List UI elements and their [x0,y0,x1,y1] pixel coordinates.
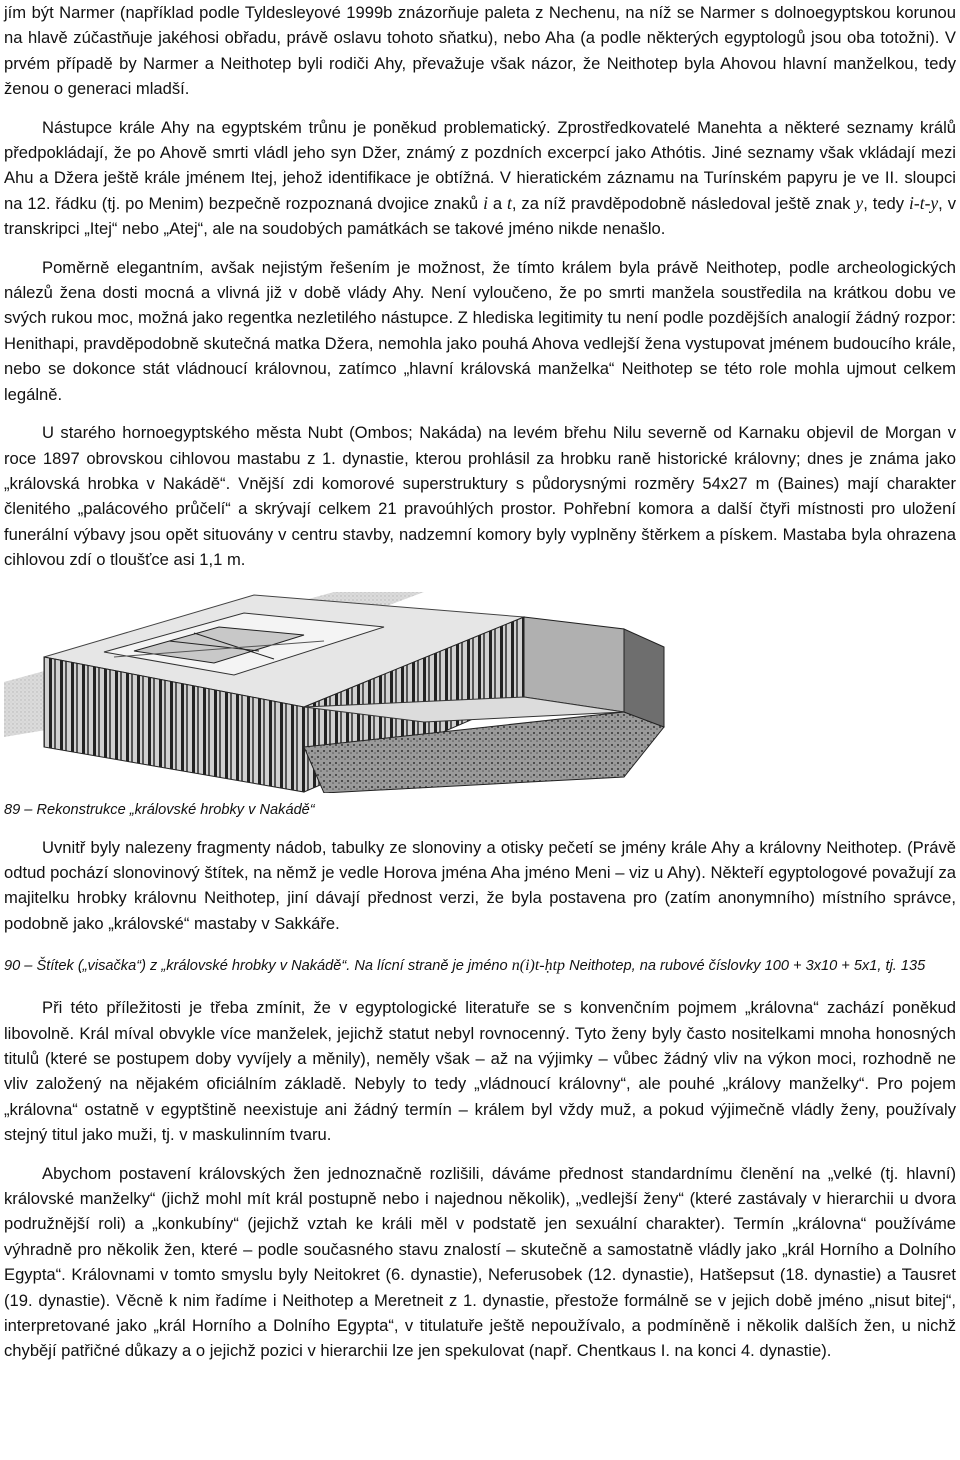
document-page [4,0,956,1364]
paragraph-term-queen: Při této příležitosti je třeba zmínit, že v egyptologické literatuře se s konvenčním pojmem „královna“ zachází poněkud libovolně. Král míval obvykle více manželek, jejichž statut nebyl rovnocenný. Tyto ženy byly často nositelkami mnoha honosných titulů (které se postupem doby vyvíjely a měnily), neměly však – až na výjimky – vůbec žádný vliv na výkon moci, rozhodně ne vliv založený na nějakém oficiálním základě. Nebyly to tedy „vládnoucí královny“, ale pouhé „královy manželky“. Pro pojem „královna“ ostatně v egyptštině neexistuje ani žádný termín – králem byl vždy muž, a pokud výjimečně vládly ženy, používaly stejný titul jako muži, tj. v maskulinním tvaru. [4,998,956,1145]
tomb-reconstruction-drawing [4,587,956,793]
figure-90-caption: 90 – Štítek („visačka“) z „královské hrobky v Nakádě“. Na lícní straně je jméno n(i)t-ḥtp Neithotep, na rubové číslovky 100 + 3x10 + 5x1, tj. 135 [4,957,926,975]
transliteration-i: i [483,192,488,213]
paragraph-successor-aha: Nástupce krále Ahy na egyptském trůnu je poněkud problematický. Zprostředkovatelé Manehta a některé seznamy králů předpokládají, že po Ahově smrti vládl jeho syn Džer, známý z pozdních excerpcí jako Athótis. Jiné seznamy však vkládají mezi Ahu a Džera ještě krále jménem Itej, jehož identifikace je obtížná. V hieratickém záznamu na Turínském papyru je ve II. sloupci na 12. řádku (tj. po Menim) bezpečně rozpoznaná dvojice znaků i a t, za níž pravděpodobně následoval ještě znak y, tedy i-t-y, v transkripci „Itej“ nebo „Atej“, ale na soudobých památkách se takové jméno nikde nenašlo. [4,117,956,239]
paragraph-tomb-finds: Uvnitř byly nalezeny fragmenty nádob, tabulky ze slonoviny a otisky pečetí se jmény krále Ahy a královny Neithotep. (Právě odtud pochází slonovinový štítek, na němž je vedle Horova jména Aha jméno Meni – viz u Ahy). Někteří egyptologové považují za majitelku hrobky královnu Neithotep, jiní dávají přednost verzi, že byla postavena pro (zatím anonymního) místního správce, podobně jako „královské“ mastaby v Sakkáře. [4,837,956,933]
paragraph-narmer-aha: jím být Narmer (například podle Tyldesleyové 1999b znázorňuje paleta z Nechenu, na níž se Narmer s dolnoegyptskou korunou na hlavě zúčastňuje jakéhosi obřadu, právě oslavu tohoto sňatku), nebo Aha (a podle některých egyptologů jsou oba totožni). V prvém případě by Narmer a Neithotep byli rodiči Ahy, převažuje však názor, že Neithotep byla Ahovou hlavní manželkou, tedy ženou o generaci mladší. [4,3,956,99]
figure-89-tomb-reconstruction [4,587,956,793]
transliteration-y: y [855,192,864,213]
paragraph-neithotep-regent: Poměrně elegantním, avšak nejistým řešením je možnost, že tímto králem byla právě Neithotep, podle archeologických nálezů žena dosti mocná a vlivná již v době vlády Ahy. Není vyloučeno, že po smrti manžela soustředila na krátkou dobu ve svých rukou moc, možná jako regentka nezletilého nástupce. Z hlediska legitimity tu není podle pozdějších analogií žádný rozpor: Henithapi, pravděpodobně skutečná matka Džera, nemohla jako pouhá Ahova vedlejší žena vystupovat jménem budoucího krále, nebo se dokonce stát vládnoucí královnou, zatímco „hlavní královská manželka“ Neithotep se této role mohla ujmout celkem legálně. [4,257,956,404]
figure-89-caption: 89 – Rekonstrukce „královské hrobky v Nakádě“ [4,801,315,818]
transliteration-i-t-y: i-t-y [909,192,939,213]
transliteration-t: t [507,192,512,213]
transliteration-neithotep: n(i)t-ḥtp [511,957,566,975]
paragraph-royal-women: Abychom postavení královských žen jednoznačně rozlišili, dáváme přednost standardnímu členění na „velké (tj. hlavní) královské manželky“ (jichž mohl mít král postupně nebo i najednou několik), „vedlejší ženy“ (které zastávaly v hierarchii u dvora podružnější roli) a „konkubíny“ (jejichž vztah ke králi měl v podstatě jen sexuální charakter). Termín „královna“ používáme výhradně pro několik žen, které – podle současného stavu znalostí – skutečně a samostatně vládly jako „král Horního a Dolního Egypta“. Královnami v tomto smyslu byly Neitokret (6. dynastie), Neferusobek (12. dynastie), Hatšepsut (18. dynastie) a Tausret (19. dynastie). Věcně k nim řadíme i Neithotep a Meretneit z 1. dynastie, přestože formálně se v jejich době jméno „nisut bitej“, interpretované jako „král Horního a Dolního Egypta“, v titulatuře ještě nepoužívalo, a podmíněně i několik dalších žen, u nichž chybějí patřičné důkazy a o jejichž pozici v hierarchii lze jen spekulovat (např. Chentkaus I. na konci 4. dynastie). [4,1163,956,1361]
paragraph-nakada-tomb: U starého hornoegyptského města Nubt (Ombos; Nakáda) na levém břehu Nilu severně od Karnaku objevil de Morgan v roce 1897 obrovskou cihlovou mastabu z 1. dynastie, kterou prohlásil za hrobku raně historické královny; dnes je známa jako „královská hrobka v Nakádě“. Vnější zdi komorové superstruktury s půdorysnými rozměry 54x27 m (Baines) mají charakter členitého „palácového průčelí“ a skrývají celkem 21 pravoúhlých prostor. Pohřební komora a další čtyři místnosti pro uložení funerální výbavy jsou opět situovány v centru stavby, nadzemní komory byly vyplněny štěrkem a pískem. Mastaba byla ohrazena cihlovou zdí o tloušťce asi 1,1 m. [4,423,956,570]
